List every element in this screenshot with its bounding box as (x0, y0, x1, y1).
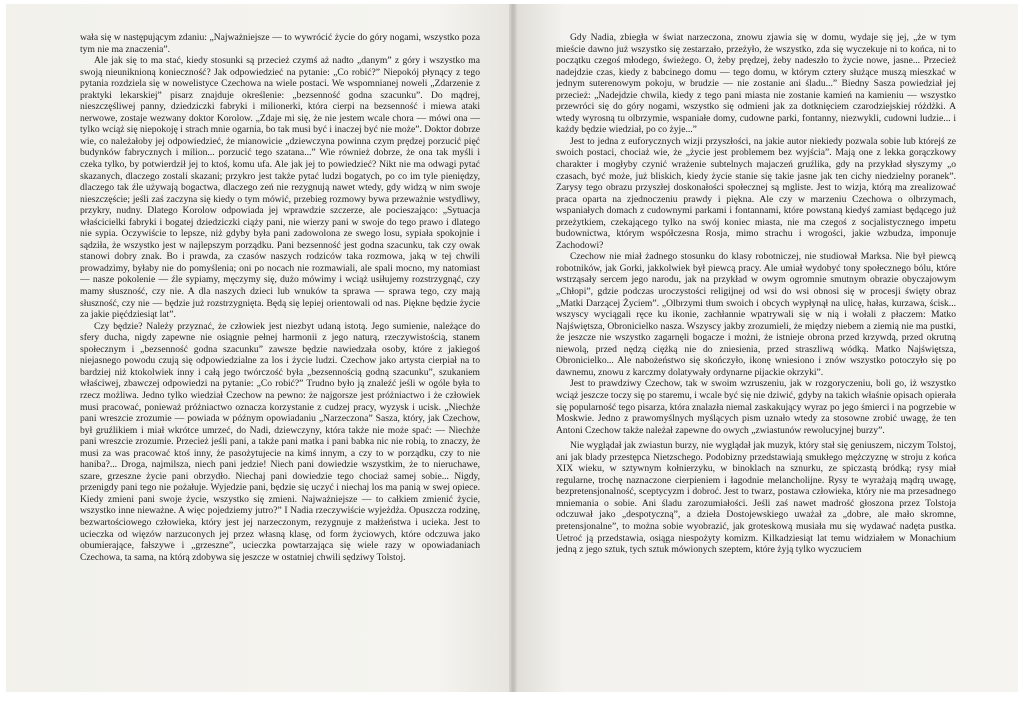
paragraph: Nie wyglądał jak zwiastun burzy, nie wyglądał jak muzyk, który stał się geniuszem, niczym Tolstoj, ani jak blady przestępca Nietzschego. Podobizny przedstawiają smukłego mężczyznę w stroju z końca XIX wieku, w sztywnym kołnierzyku, w binoklach na sznurku, ze spiczastą bródką; rysy miał regularne, trochę naznaczone cierpieniem i łagodnie melancholijne. Rysy te wyrażają mądrą uwagę, bezpretensjonalność, sceptycyzm i dobroć. Jest to twarz, postawa człowieka, który nie ma przesadnego mniemania o sobie. Ani śladu zarozumiałości. Jeśli zaś nawet madrość głoszona przez Tolstoja odczuwał jako „despotyczną”, a dzieła Dostojewskiego uważał za „dobre, ale mało skromne, pretensjonalne”, to można sobie wyobrazić, jak groteskową musiała mu się wydawać nadęta pustka. Uetroć ją przedstawia, osiąga niespożyty komizm. Kilkadziesiąt lat temu widziałem w Monachium jedną z jego sztuk, tych sztuk mówionych szeptem, które żyją tylko wyczuciem (556, 440, 956, 556)
paragraph: Gdy Nadia, zbiegła w świat narzeczona, znowu zjawia się w domu, wydaje się jej, „że w tym mieście dawno już wszystko się zestarzało, przeżyło, że wszystko, zda się wyczekuje ni to końca, ni to początku czegoś młodego, świeżego. O, żeby prędzej, żeby nadeszło to życie nowe, jasne... Przecież nadejdzie czas, kiedy z babcinego domu — tego domu, w którym cztery służące muszą mieszkać w jednym suterenowym pokoju, w brudzie — nie zostanie ani śladu...” Biedny Sasza powiedział jej przecież: „Nadejdzie chwila, kiedy z tego pani miasta nie zostanie kamień na kamieniu — wszystko przewróci się do góry nogami, wszystko się odmieni jak za dotknięciem czarodziejskiej różdżki. A wtedy wyrosną tu olbrzymie, wspaniałe domy, cudowne parki, fontanny, niezwykli, cudowni ludzie... i każdy będzie wiedział, po co żyje...” (556, 32, 956, 136)
book-spread (6, 4, 1018, 692)
book-gutter (509, 4, 517, 692)
paragraph: Jest to prawdziwy Czechow, tak w swoim wzruszeniu, jak w rozgoryczeniu, boli go, iż wszystko wciąż jeszcze toczy się po staremu, i wcale być się nie dziwić, gdyby na takich właśnie opisach opierała się popularność tego pisarza, która znalazła niemal zaskakujący wyraz po jego śmierci i na pogrzebie w Moskwie. Jedno z prawomyślnych myślących pism uznało wtedy za stosowne zrobić uwagę, że ten Antoni Czechow także należał zapewne do owych „zwiastunów rewolucyjnej burzy”. (556, 378, 956, 436)
background-strip (0, 692, 1024, 724)
paragraph: wała się w następującym zdaniu: „Najważniejsze — to wywrócić życie do góry nogami, wszystko poza tym nie ma znaczenia”. (80, 32, 480, 55)
paragraph: Jest to jedna z euforycznych wizji przyszłości, na jakie autor niekiedy pozwala sobie lub którejś ze swoich postaci, chociaż wie, że „życie jest problemem bez wyjścia”. Mają one z lekka gorączkowy charakter i mogłyby czynić wrażenie subtelnych majaczeń gruźlika, gdy na przykład słyszymy „o czasach, być może, już bliskich, kiedy życie stanie się takie jasne jak ten cichy niedzielny poranek”. Zarysy tego obrazu przyszłej doskonałości społecznej są mgliste. Jest to wizja, którą ma zrealizować praca oparta na zjednoczeniu prawdy i piękna. Ale czy w marzeniu Czechowa o olbrzymach, wspaniałych domach z cudownymi parkami i fontannami, które powstaną kiedyś zamiast będącego już przeżytkiem, czekającego tylko na swój koniec miasta, nie ma czegoś z socjalistycznego impetu budownictwa, którym współczesna Rosja, mimo strachu i wrogości, jakie wzbudza, imponuje Zachodowi? (556, 135, 956, 251)
paragraph: Ale jak się to ma stać, kiedy stosunki są przecież czymś aż nadto „danym” z góry i wszystko ma swoją nieuniknioną konieczność? Jak odpowiedzieć na pytanie: „Co robić?” Niepokój płynący z tego pytania rozdziela się w nowelistyce Czechowa na wiele postaci. We wspomnianej noweli „Zdarzenie z praktyki lekarskiej” pisarz znajduje określenie: „bezsenność godna szacunku”. Do mądrej, nieszczęśliwej panny, dziedziczki fabryki i milionerki, która cierpi na bezsenność i miewa ataki nerwowe, zostaje wezwany doktor Korolow. „Zdaje mi się, że nie jestem wcale chora — mówi ona — tylko wciąż się niepokoję i strach mnie ogarnia, bo tak musi być i inaczej być nie może”. Doktor dobrze wie, co należałoby jej odpowiedzieć, że mianowicie „dziewczyna powinna czym prędzej porzucić pięć budynków fabrycznych i milion... porzucić tego szatana...” Wie również dobrze, że ona tak myśli i czeka tylko, by potwierdził jej to ktoś, komu ufa. Ale jak jej to powiedzieć? Nikt nie ma odwagi pytać skazanych, dlaczego zostali skazani; przykro jest także pytać ludzi bogatych, po co im tyle pieniędzy, dlaczego tak źle używają bogactwa, dlaczego zeń nie rezygnują nawet wtedy, gdy widzą w nim swoje nieszczęście; jeśli zaś zaczyna się kiedy o tym mówić, przebieg rozmowy bywa przeważnie wstydliwy, przykry, nudny. Dlatego Korolow odpowiada jej wprawdzie szczerze, ale pocieszająco: „Sytuacja właścicielki fabryki i bogatej dziedziczki ciąży pani, nie wierzy pani w swoje do tego prawo i dlatego nie sypia. Oczywiście to lepsze, niż gdyby była pani zadowolona ze swego losu, sypiała spokojnie i sądziła, że wszystko jest w najlepszym porządku. Pani bezsenność jest godna szacunku, tak czy owak stanowi dobry znak. Bo i prawda, za czasów naszych rodziców taka rozmowa, jaką w tej chwili prowadzimy, byłaby nie do pomyślenia; oni po nocach nie rozmawiali, ale spali mocno, my natomiast — nasze pokolenie — źle sypiamy, męczymy się, dużo mówimy i wciąż usiłujemy rozstrzygnąć, czy mamy słuszność, czy nie. A dla naszych dzieci lub wnuków ta sprawa — sprawa tego, czy mają słuszność, czy nie — będzie już rozstrzygnięta. Będą się lepiej orientowali od nas. Piękne będzie życie za jakie pięćdziesiąt lat”. (80, 55, 480, 321)
paragraph: Czechow nie miał żadnego stosunku do klasy robotniczej, nie studiował Marksa. Nie był piewcą robotników, jak Gorki, jakkolwiek był piewcą pracy. Ale umiał wydobyć tony społecznego bólu, które wstrząsały sercem jego narodu, jak na przykład w owym ogromnie smutnym obrazie obyczajowym „Chłopi”, gdzie podczas uroczystości religijnej od wsi do wsi obnosi się w procesji święty obraz „Matki Darzącej Życiem”. „Olbrzymi tłum swoich i obcych wypłynął na ulicę, hałas, kurzawa, ścisk... wszyscy wyciągali ręce ku ikonie, zachłannie wpatrywali się w nią i wołali z płaczem: Matko Najświętsza, Obronicielko nasza. Wszyscy jakby zrozumieli, że między niebem a ziemią nie ma pustki, że jeszcze nie wszystko zagarnęli bogacze i możni, że istnieje obrona przed krzywdą, przed okrutną niewolą, przed nędzą ciężką nie do zniesienia, przed straszliwą wódką. Matko Najświętsza, Obronicielko... Ale nabożeństwo się skończyło, ikonę wniesiono i znów wszystko potoczyło się po dawnemu, znowu z karczmy dolatywały ordynarne pijackie okrzyki”. (556, 251, 956, 378)
left-page-text (80, 32, 480, 682)
right-page-text (556, 32, 956, 682)
paragraph: Czy będzie? Należy przyznać, że człowiek jest niezbyt udaną istotą. Jego sumienie, należące do sfery ducha, nigdy zapewne nie osiągnie pełnej harmonii z jego naturą, rzeczywistością, stanem społecznym i „bezsenność godna szacunku” zawsze będzie nawiedzała osoby, które z jakiegoś niejasnego powodu czują się odpowiedzialne za los i życie ludzi. Czechow jako artysta cierpiał na to bardziej niż ktokolwiek inny i całą jego twórczość była „bezsennością godną szacunku”, szukaniem właściwej, zbawczej odpowiedzi na pytanie: „Co robić?” Trudno było ją znaleźć jeśli w ogóle była to rzecz możliwa. Jedno tylko wiedział Czechow na pewno: że najgorsze jest próżniactwo i że człowiek musi pracować, ponieważ próżniactwo oznacza korzystanie z cudzej pracy, wyzysk i ucisk. „Niechże pani wreszcie zrozumie — powiada w późnym opowiadaniu „Narzeczona” Sasza, który, jak Czechow, był gruźlikiem i miał wkrótce umrzeć, do Nadi, dziewczyny, która także nie może spać: — Niechże pani wreszcie zrozumie. Przecież jeśli pani, a także pani matka i pani babka nic nie robią, to znaczy, że musi za was pracować ktoś inny, że pasożytujecie na kimś innym, a czy to w porządku, czy to nie haniba?... Droga, najmilsza, niech pani jedzie! Niech pani dowiedzie wszystkim, że to nieruchawe, szare, grzeszne życie pani obrzydło. Niechaj pani dowiedzie tego chociaż samej sobie... Nigdy, przenigdy pani tego nie pożałuje. Wyjedzie pani, będzie się uczyć i niechaj los ma panią w swej opiece. Kiedy zmieni pani swoje życie, wszystko się zmieni. Najważniejsze — to całkiem zmienić życie, wszystko inne nieważne. A więc pojedziemy jutro?” I Nadia rzeczywiście wyjeżdża. Opuszcza rodzinę, bezwartościowego człowieka, który jest jej narzeczonym, rezygnuje z małżeństwa i ucieka. Jest to ucieczka od więzów narzuconych jej przez własną klasę, od form życiowych, które odczuwa jako obumierające, fałszywe i „grzeszne”, ucieczka powtarzająca się wiele razy w opowiadaniach Czechowa, ta sama, na którą zdobywa się jeszcze w ostatniej chwili sędziwy Tolstoj. (80, 320, 480, 563)
